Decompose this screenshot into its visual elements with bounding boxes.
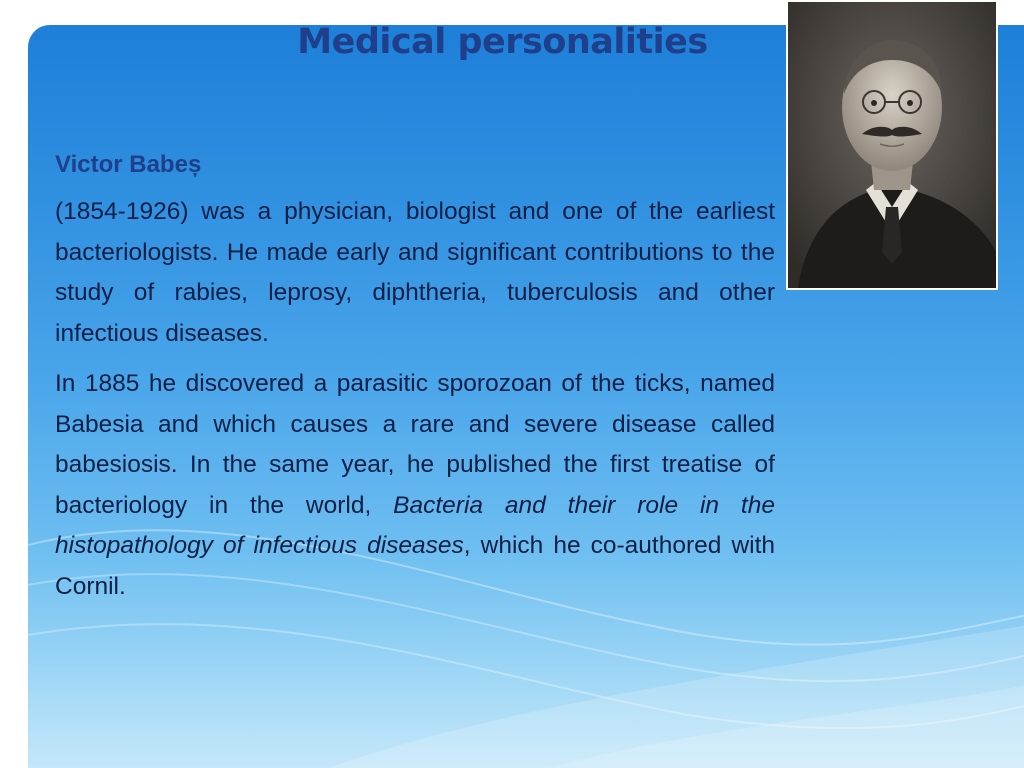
biography-paragraph-1: (1854-1926) was a physician, biologist and one of the earliest bacteriologists. He made early and significant contributions to the study of rabies, leprosy, diphtheria, tuberculosis and other infectious diseases. (55, 198, 775, 347)
biography-paragraph-2 (55, 364, 775, 607)
biography-text (55, 148, 775, 617)
slide-title: Medical personalities (297, 22, 708, 62)
person-name: Victor Babeș (55, 151, 202, 178)
paragraph-2-text-before: In 1885 he discovered a parasitic sporozoan of the ticks, named Babesia and which causes a rare and severe disease called babesiosis. In the same year, he published the first treatise of bacteriology in the world, (55, 370, 775, 519)
paragraph-2-text-after: , which he co-authored with Cornil. (55, 532, 776, 600)
book-title: Bacteria and their role in the histopathology of infectious diseases (55, 491, 775, 559)
portrait-photo-icon (786, 0, 998, 290)
